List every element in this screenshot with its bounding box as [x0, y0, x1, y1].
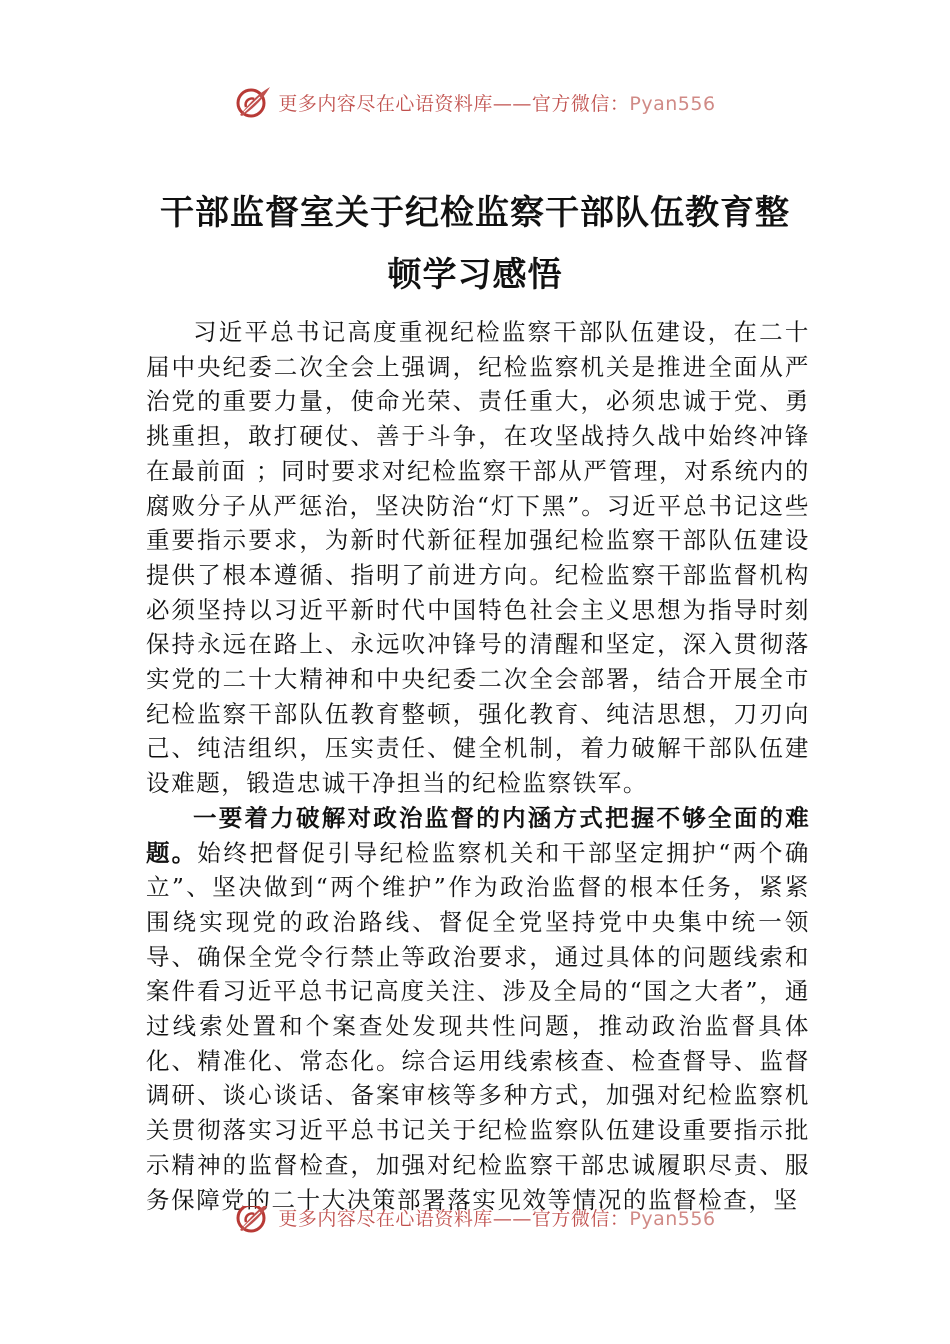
footer-watermark-banner [0, 1206, 950, 1242]
quill-logo-icon [234, 85, 272, 119]
paragraph-intro [146, 315, 810, 801]
banner-wechat-id: Pyan556 [629, 92, 716, 115]
footer-banner-slogan: 更多内容尽在心语资料库——官方微信： [278, 1207, 630, 1230]
paragraph-point-one-heading: 一要着力破解对政治监督的内涵方式把握不够全面的难题。 [146, 803, 810, 867]
paragraph-intro-text: 习近平总书记高度重视纪检监察干部队伍建设，在二十届中央纪委二次全会上强调，纪检监察机关是推进全面从严治党的重要力量，使命光荣、责任重大，必须忠诚于党、勇挑重担，敢打硬仗、善于斗争，在攻坚战持久战中始终冲锋在最前面 ；同时要求对纪检监察干部从严管理，对系统内的腐败分子从严惩治，坚决防治“灯下黑”。习近平总书记这些重要指示要求，为新时代新征程加强纪检监察干部队伍建设提供了根本遵循、指明了前进方向。纪检监察干部监督机构必须坚持以习近平新时代中国特色社会主义思想为指导时刻保持永远在路上、永远吹冲锋号的清醒和坚定，深入贯彻落实党的二十大精神和中央纪委二次全会部署，结合开展全市纪检监察干部队伍教育整顿，强化教育、纯洁思想，刀刃向己、纯洁组织，压实责任、健全机制，着力破解干部队伍建设难题，锻造忠诚干净担当的纪检监察铁军。 [146, 318, 810, 798]
banner-text [278, 89, 715, 116]
banner-slogan: 更多内容尽在心语资料库——官方微信： [278, 92, 630, 115]
footer-banner-wechat-id: Pyan556 [629, 1207, 716, 1230]
document-body [146, 315, 810, 1217]
footer-banner-text [278, 1206, 715, 1231]
document-title: 干部监督室关于纪检监察干部队伍教育整顿学习感悟 [160, 193, 790, 295]
header-watermark-banner [0, 82, 950, 122]
paragraph-point-one [146, 801, 810, 1217]
paragraph-point-one-text: 始终把督促引导纪检监察机关和干部坚定拥护“两个确立”、坚决做到“两个维护”作为政治监督的根本任务，紧紧围绕实现党的政治路线、督促全党坚持党中央集中统一领导、确保全党令行禁止等政治要求，通过具体的问题线索和案件看习近平总书记高度关注、涉及全局的“国之大者”，通过线索处置和个案查处发现共性问题，推动政治监督具体化、精准化、常态化。综合运用线索核查、检查督导、监督调研、谈心谈话、备案审核等多种方式，加强对纪检监察机关贯彻落实习近平总书记关于纪检监察队伍建设重要指示批示精神的监督检查，加强对纪检监察干部忠诚履职尽责、服务保障党的二十大决策部署落实见效等情况的监督检查，坚 [146, 838, 810, 1214]
footer-quill-logo-icon [234, 1206, 272, 1234]
